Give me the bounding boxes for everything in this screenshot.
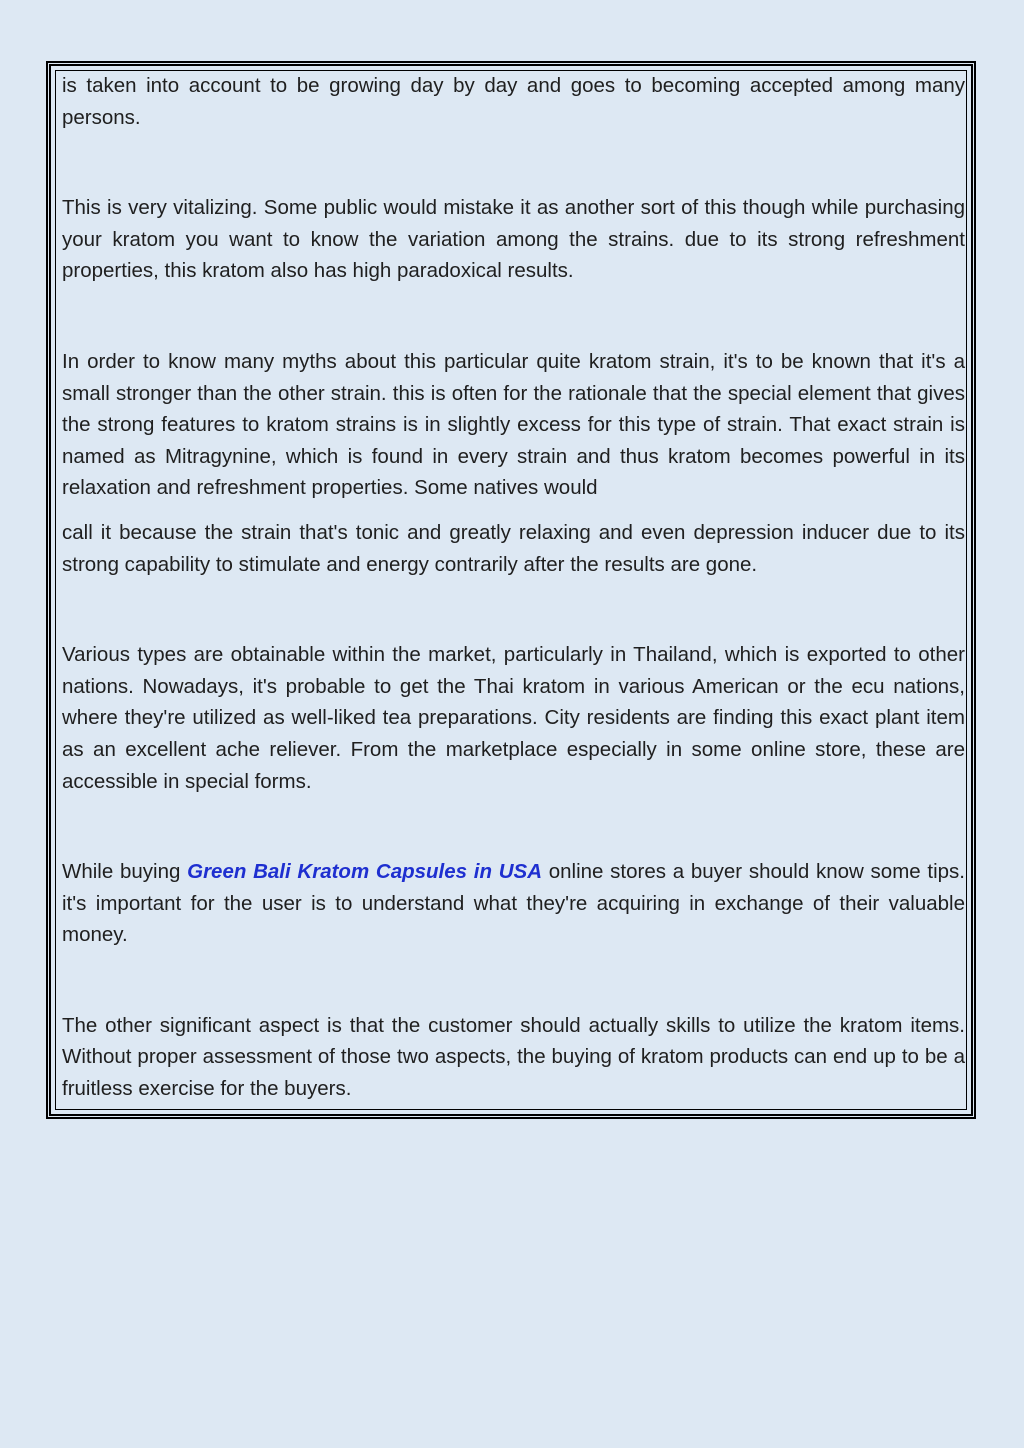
paragraph-6 <box>62 856 965 951</box>
paragraph-1: is taken into account to be growing day by day and goes to becoming accepted among many persons. <box>62 74 965 129</box>
paragraph-6-lead: While buying <box>62 860 188 884</box>
paragraph-4: call it because the strain that's tonic and greatly relaxing and even depression inducer due to its strong capability to stimulate and energy contrarily after the results are gone. <box>62 520 965 576</box>
green-bali-kratom-link[interactable]: Green Bali Kratom Capsules in USA <box>187 860 542 884</box>
paragraph-7: The other significant aspect is that the customer should actually skills to utilize the kratom items. Without proper assessment of those two aspects, the buying of kratom products can end up to be a fruitless exercise for the buyers. <box>62 1013 965 1101</box>
paragraph-6-tail: online stores a buyer should know some tips. it's important for the user is to understand what they're acquiring in exchange of their valuable money. <box>62 860 965 947</box>
paragraph-5: Various types are obtainable within the market, particularly in Thailand, which is exported to other nations. Nowadays, it's probable to get the Thai kratom in various American or the ecu nations, where they're utilized as well-liked tea preparations. City residents are finding this exact plant item as an excellent ache reliever. From the marketplace especially in some online store, these are accessible in special forms. <box>62 643 965 793</box>
paragraph-3: In order to know many myths about this particular quite kratom strain, it's to be known that it's a small stronger than the other strain. this is often for the rationale that the special element that gives the strong features to kratom strains is in slightly excess for this type of strain. That exact strain is named as Mitragynine, which is found in every strain and thus kratom becomes powerful in its relaxation and refreshment properties. Some natives would <box>62 349 965 500</box>
paragraph-2: This is very vitalizing. Some public would mistake it as another sort of this though while purchasing your kratom you want to know the variation among the strains. due to its strong refreshment properties, this kratom also has high paradoxical results. <box>62 196 965 283</box>
document-body <box>62 70 965 1105</box>
